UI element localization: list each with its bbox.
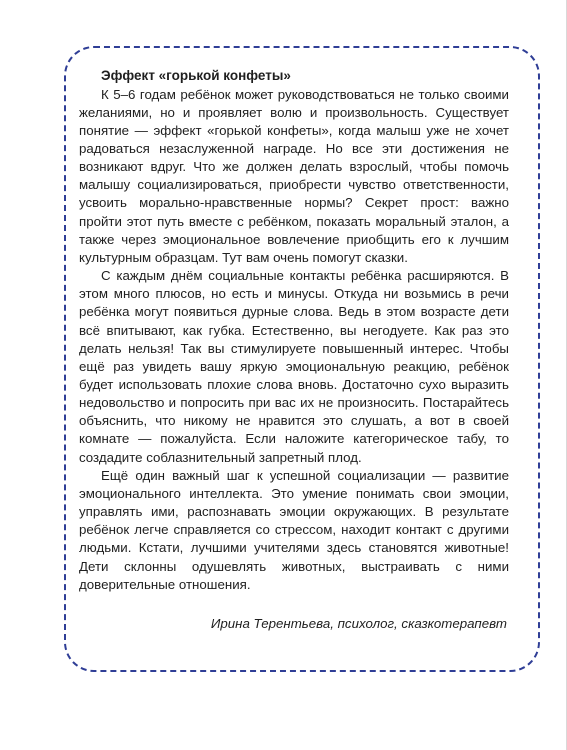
paragraph-1: К 5–6 годам ребёнок может руководствоваться не только своими желаниями, но и проявляет волю и произвольность. Существует понятие — эффект «горькой конфеты», когда малыш уже не хочет радоваться незаслуженной награде. Но все эти достижения не возникают вдруг. Что же должен делать взрослый, чтобы помочь малышу социализироваться, приобрести чувство ответственности, усвоить морально-нравственные нормы? Секрет прост: важно пройти этот путь вместе с ребёнком, показать моральный эталон, а также через эмоциональное вовлечение приобщить его к лучшим культурным образцам. Тут вам очень помогут сказки. [79,86,509,265]
article-title: Эффект «горькой конфеты» [101,68,291,83]
author-signature: Ирина Терентьева, психолог, сказкотерапевт [210,616,507,631]
paragraph-2: С каждым днём социальные контакты ребёнка расширяются. В этом много плюсов, но есть и минусы. Откуда ни возьмись в речи ребёнка могут появиться дурные слова. Ведь в этом возрасте дети всё впитывают, как губка. Естественно, вы негодуете. Как раз это делать нельзя! Так вы стимулируете повышенный интерес. Чтобы ещё раз увидеть вашу яркую эмоциональную реакцию, ребёнок будет использовать плохие слова вновь. Достаточно сухо выразить недовольство и попросить при вас их не произносить. Постарайтесь объяснить, что никому не нравится это слушать, а вот в своей комнате — пожалуйста. Если наложите категорическое табу, то создадите соблазнительный запретный плод. [79,268,509,465]
paragraph-3: Ещё один важный шаг к успешной социализации — развитие эмоционального интеллекта. Это умение понимать свои эмоции, управлять ими, распознавать эмоции окружающих. В результате ребёнок легче справляется со стрессом, находит контакт с другими людьми. Кстати, лучшими учителями здесь становятся животные! Дети склонны одушевлять животных, выстраивать с ними доверительные отношения. [79,467,509,592]
article-body [79,67,509,594]
